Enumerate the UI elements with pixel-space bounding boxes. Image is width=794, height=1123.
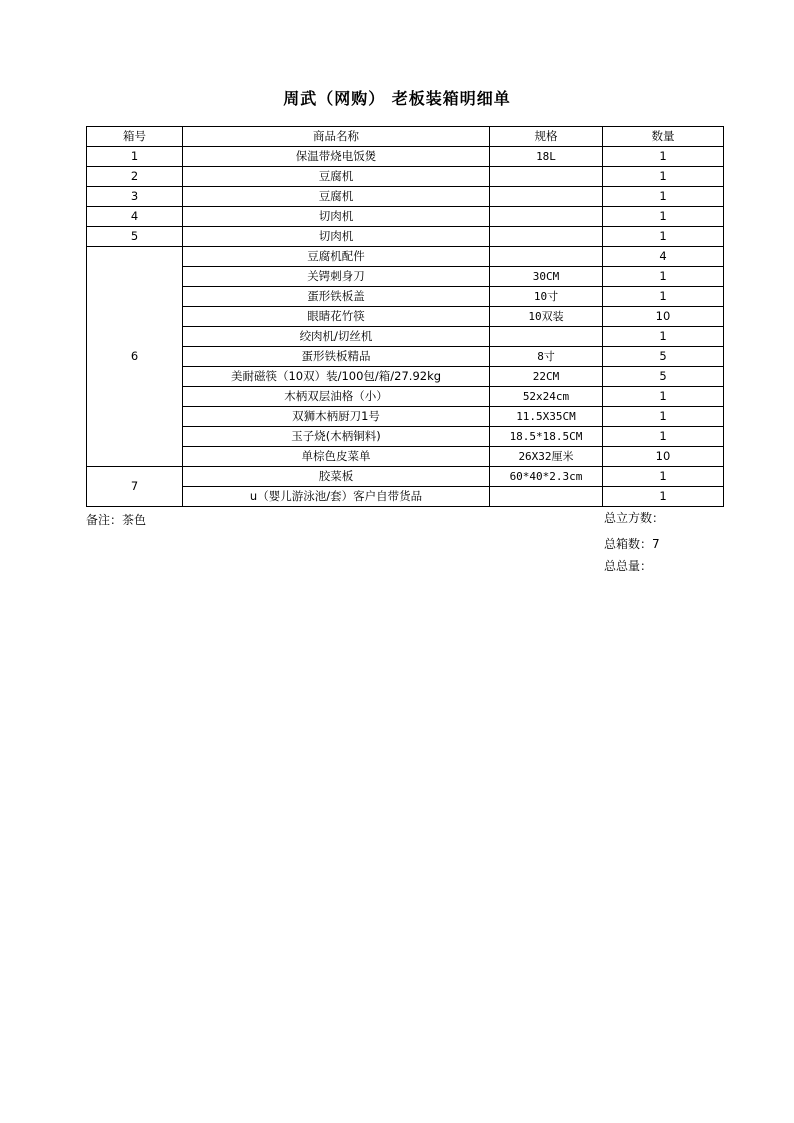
qty-cell: 1 bbox=[603, 167, 724, 187]
box-no-cell: 7 bbox=[87, 467, 183, 507]
product-name-cell: 单棕色皮菜单 bbox=[183, 447, 490, 467]
qty-cell: 1 bbox=[603, 467, 724, 487]
product-name-cell: 豆腐机 bbox=[183, 167, 490, 187]
spec-cell: 60*40*2.3cm bbox=[490, 467, 603, 487]
spec-cell: 11.5X35CM bbox=[490, 407, 603, 427]
qty-cell: 1 bbox=[603, 147, 724, 167]
box-no-cell: 2 bbox=[87, 167, 183, 187]
qty-cell: 10 bbox=[603, 307, 724, 327]
spec-cell: 18.5*18.5CM bbox=[490, 427, 603, 447]
box-no-cell: 4 bbox=[87, 207, 183, 227]
box-no-cell: 5 bbox=[87, 227, 183, 247]
table-row bbox=[87, 347, 724, 367]
product-name-cell: 关锷刺身刀 bbox=[183, 267, 490, 287]
header-spec: 规格 bbox=[490, 127, 603, 147]
qty-cell: 4 bbox=[603, 247, 724, 267]
spec-cell bbox=[490, 167, 603, 187]
table-row bbox=[87, 407, 724, 427]
qty-cell: 1 bbox=[603, 427, 724, 447]
product-name-cell: 双狮木柄厨刀1号 bbox=[183, 407, 490, 427]
product-name-cell: 豆腐机配件 bbox=[183, 247, 490, 267]
box-no-cell: 1 bbox=[87, 147, 183, 167]
spec-cell: 10寸 bbox=[490, 287, 603, 307]
total-boxes: 总箱数：7 bbox=[604, 537, 660, 551]
qty-cell: 1 bbox=[603, 187, 724, 207]
qty-cell: 1 bbox=[603, 227, 724, 247]
product-name-cell: 玉子烧(木柄铜料) bbox=[183, 427, 490, 447]
table-row bbox=[87, 167, 724, 187]
spec-cell: 30CM bbox=[490, 267, 603, 287]
table-row bbox=[87, 487, 724, 507]
spec-cell: 18L bbox=[490, 147, 603, 167]
spec-cell bbox=[490, 487, 603, 507]
header-qty: 数量 bbox=[603, 127, 724, 147]
product-name-cell: 切肉机 bbox=[183, 227, 490, 247]
product-name-cell: 美耐磁筷（10双）装/100包/箱/27.92kg bbox=[183, 367, 490, 387]
header-box-no: 箱号 bbox=[87, 127, 183, 147]
qty-cell: 1 bbox=[603, 287, 724, 307]
spec-cell bbox=[490, 327, 603, 347]
remarks: 备注：茶色 bbox=[86, 513, 147, 527]
product-name-cell: 蛋形铁板精品 bbox=[183, 347, 490, 367]
spec-cell bbox=[490, 187, 603, 207]
table-row bbox=[87, 147, 724, 167]
table-row bbox=[87, 427, 724, 447]
qty-cell: 1 bbox=[603, 387, 724, 407]
header-product-name: 商品名称 bbox=[183, 127, 490, 147]
table-row bbox=[87, 287, 724, 307]
packing-list-table bbox=[86, 126, 724, 507]
spec-cell bbox=[490, 247, 603, 267]
table-row bbox=[87, 467, 724, 487]
product-name-cell: 豆腐机 bbox=[183, 187, 490, 207]
qty-cell: 1 bbox=[603, 267, 724, 287]
product-name-cell: u（婴儿游泳池/套）客户自带货品 bbox=[183, 487, 490, 507]
spec-cell bbox=[490, 207, 603, 227]
product-name-cell: 木柄双层油格（小） bbox=[183, 387, 490, 407]
spec-cell bbox=[490, 227, 603, 247]
box-no-cell: 3 bbox=[87, 187, 183, 207]
spec-cell: 22CM bbox=[490, 367, 603, 387]
table-row bbox=[87, 307, 724, 327]
table-header-row bbox=[87, 127, 724, 147]
qty-cell: 1 bbox=[603, 327, 724, 347]
table-row bbox=[87, 187, 724, 207]
qty-cell: 5 bbox=[603, 367, 724, 387]
product-name-cell: 绞肉机/切丝机 bbox=[183, 327, 490, 347]
table-row bbox=[87, 327, 724, 347]
product-name-cell: 切肉机 bbox=[183, 207, 490, 227]
table-row bbox=[87, 447, 724, 467]
table-row bbox=[87, 367, 724, 387]
table-row bbox=[87, 267, 724, 287]
qty-cell: 5 bbox=[603, 347, 724, 367]
table-row bbox=[87, 207, 724, 227]
product-name-cell: 眼睛花竹筷 bbox=[183, 307, 490, 327]
document-title: 周武（网购） 老板装箱明细单 bbox=[283, 89, 511, 108]
product-name-cell: 蛋形铁板盖 bbox=[183, 287, 490, 307]
spec-cell: 8寸 bbox=[490, 347, 603, 367]
qty-cell: 1 bbox=[603, 207, 724, 227]
table-row bbox=[87, 227, 724, 247]
qty-cell: 1 bbox=[603, 407, 724, 427]
spec-cell: 52x24cm bbox=[490, 387, 603, 407]
spec-cell: 10双装 bbox=[490, 307, 603, 327]
total-volume: 总立方数： bbox=[604, 511, 665, 525]
product-name-cell: 胶菜板 bbox=[183, 467, 490, 487]
qty-cell: 1 bbox=[603, 487, 724, 507]
table-row bbox=[87, 387, 724, 407]
box-no-cell: 6 bbox=[87, 247, 183, 467]
qty-cell: 10 bbox=[603, 447, 724, 467]
spec-cell: 26X32厘米 bbox=[490, 447, 603, 467]
table-row bbox=[87, 247, 724, 267]
total-weight: 总总量： bbox=[604, 559, 653, 573]
product-name-cell: 保温带烧电饭煲 bbox=[183, 147, 490, 167]
